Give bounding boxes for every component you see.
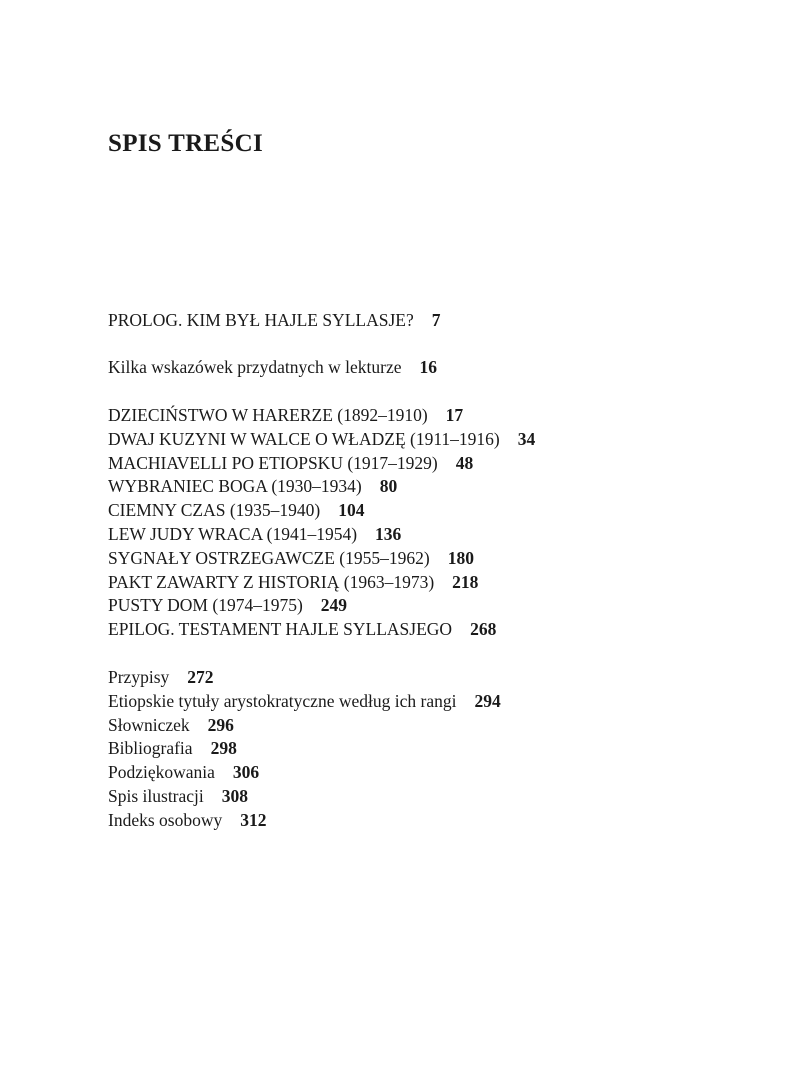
toc-entry-page-number: 34 (517, 428, 536, 449)
toc-entry-label: Przypisy (108, 667, 170, 687)
toc-entry-page-number: 104 (338, 500, 365, 521)
toc-entry (108, 761, 501, 785)
toc-entry (108, 523, 535, 547)
toc-entry (108, 452, 535, 476)
toc-entry-label: CIEMNY CZAS (1935–1940) (108, 500, 321, 521)
toc-entry-page-number: 272 (187, 667, 214, 687)
toc-entry (108, 785, 501, 809)
toc-entry-page-number: 294 (474, 690, 501, 711)
toc-entry (108, 428, 535, 452)
toc-entry (108, 571, 535, 595)
toc-entry (108, 547, 535, 571)
toc-entry (108, 618, 535, 642)
toc-entry-label: Słowniczek (108, 714, 190, 735)
toc-entry-page-number: 136 (375, 523, 402, 544)
toc-entry-label: Etiopskie tytuły arystokratyczne według ich rangi (108, 690, 457, 711)
toc-entry-label: SYGNAŁY OSTRZEGAWCZE (1955–1962) (108, 547, 430, 568)
toc-group-prolog (108, 309, 441, 333)
toc-entry-page-number: 80 (379, 476, 398, 497)
toc-entry-page-number: 308 (221, 785, 249, 806)
toc-entry-label: Kilka wskazówek przydatnych w lekturze (108, 357, 402, 377)
toc-entry (108, 737, 501, 761)
toc-entry-label: LEW JUDY WRACA (1941–1954) (108, 523, 358, 544)
toc-entry (108, 666, 501, 690)
toc-group-chapters (108, 404, 535, 642)
toc-entry-page-number: 17 (445, 405, 464, 425)
toc-entry-label: Podziękowania (108, 762, 215, 783)
toc-entry-page-number: 249 (320, 595, 348, 616)
toc-entry (108, 690, 501, 714)
page-title: SPIS TREŚCI (108, 130, 263, 157)
toc-entry-page-number: 16 (419, 357, 438, 377)
toc-entry (108, 714, 501, 738)
toc-entry-page-number: 180 (447, 547, 474, 568)
toc-entry (108, 594, 535, 618)
toc-entry-label: WYBRANIEC BOGA (1930–1934) (108, 476, 362, 497)
toc-entry-page-number: 48 (455, 452, 474, 473)
toc-entry-page-number: 7 (431, 310, 441, 330)
toc-entry (108, 499, 535, 523)
toc-entry-label: EPILOG. TESTAMENT HAJLE SYLLASJEGO (108, 619, 453, 640)
toc-entry-page-number: 218 (452, 571, 479, 592)
toc-entry-label: PUSTY DOM (1974–1975) (108, 595, 303, 616)
toc-entry (108, 475, 535, 499)
toc-entry-page-number: 298 (210, 738, 237, 759)
toc-entry-label: MACHIAVELLI PO ETIOPSKU (1917–1929) (108, 452, 438, 473)
toc-entry-page-number: 268 (470, 619, 497, 640)
toc-entry-label: DWAJ KUZYNI W WALCE O WŁADZĘ (1911–1916) (108, 428, 500, 449)
toc-entry-label: DZIECIŃSTWO W HARERZE (1892–1910) (108, 405, 428, 425)
toc-entry-page-number: 296 (207, 714, 234, 735)
toc-entry-label: Bibliografia (108, 738, 193, 759)
toc-entry (108, 404, 535, 428)
toc-entry-page-number: 312 (240, 809, 267, 830)
toc-group-back-matter (108, 666, 501, 833)
toc-group-tips (108, 356, 437, 380)
toc-entry (108, 809, 501, 833)
toc-entry-label: Spis ilustracji (108, 785, 204, 806)
toc-entry (108, 309, 441, 333)
toc-entry-label: PROLOG. KIM BYŁ HAJLE SYLLASJE? (108, 310, 414, 330)
toc-entry-label: PAKT ZAWARTY Z HISTORIĄ (1963–1973) (108, 571, 435, 592)
toc-entry (108, 356, 437, 380)
toc-entry-page-number: 306 (232, 762, 260, 783)
toc-entry-label: Indeks osobowy (108, 809, 223, 830)
